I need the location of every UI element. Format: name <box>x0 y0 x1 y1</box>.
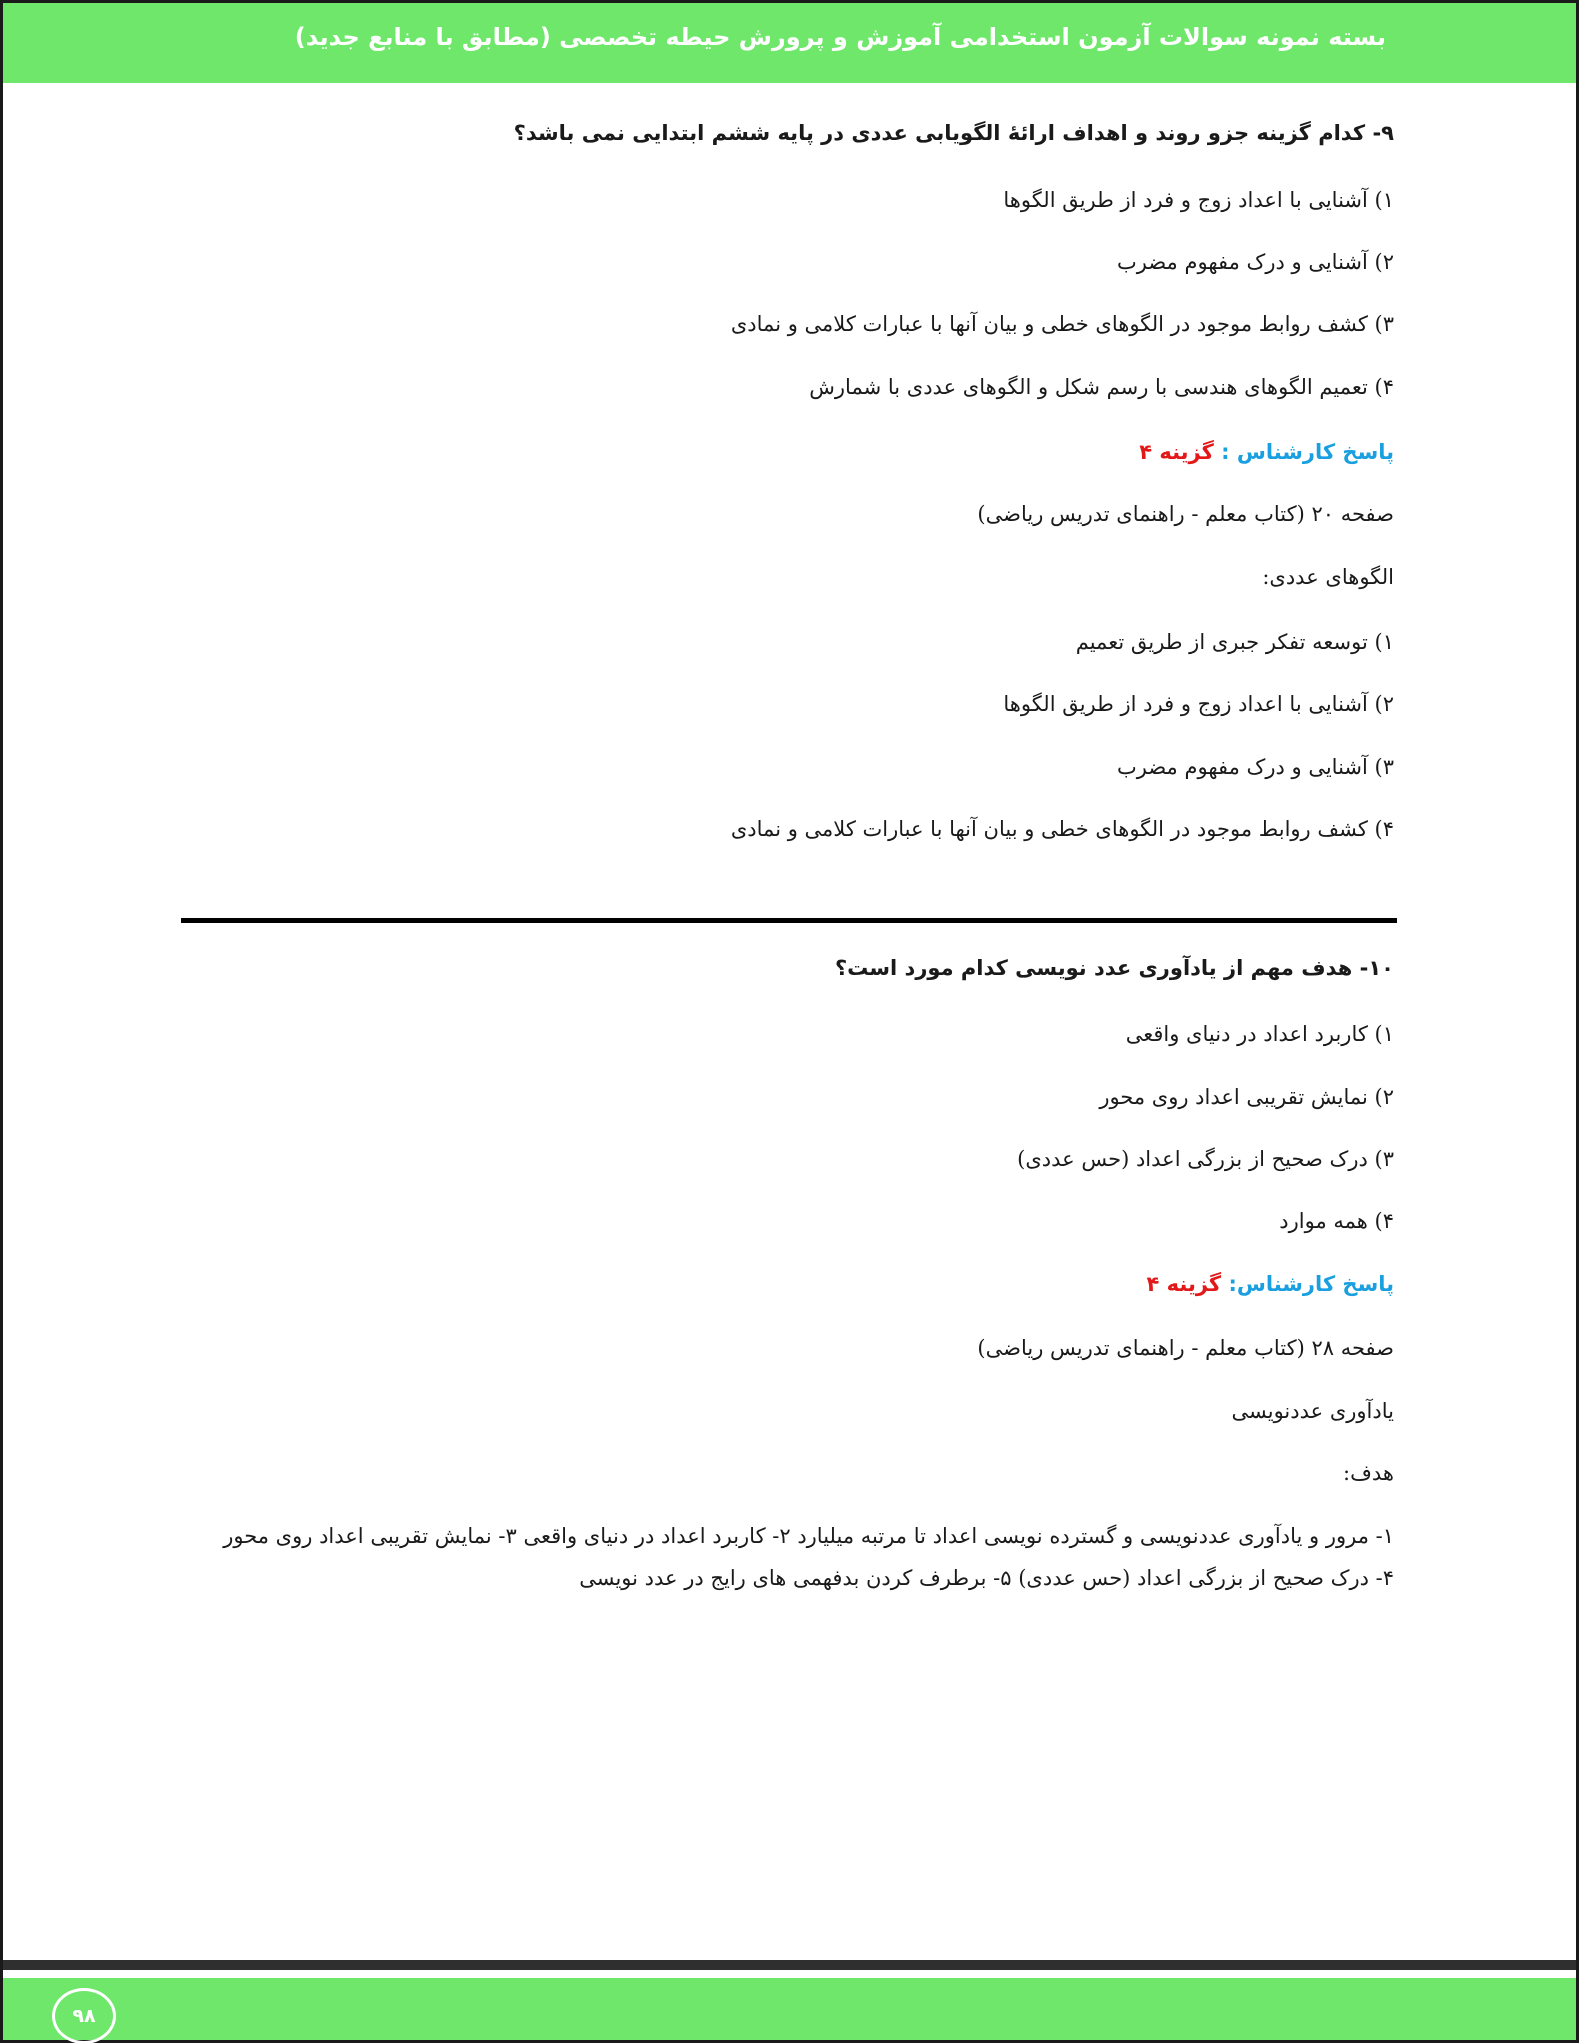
question-10-source: صفحه ۲۸ (کتاب معلم - راهنمای تدریس ریاضی) <box>977 1336 1394 1360</box>
answer-value: گزینه ۴ <box>1146 1272 1222 1296</box>
footer-band <box>3 1978 1576 2040</box>
question-10-goals-line-1: ۱- مرور و یادآوری عددنویسی و گسترده نویسی اعداد تا مرتبه میلیارد ۲- کاربرد اعداد در دنیای واقعی ۳- نمایش تقریبی اعداد روی محور <box>223 1524 1394 1548</box>
header-band <box>3 3 1576 83</box>
answer-value: گزینه ۴ <box>1139 440 1214 464</box>
page-number: ۹۸ <box>52 1988 116 2044</box>
question-10-option-3: ۳) درک صحیح از بزرگی اعداد (حس عددی) <box>1017 1147 1394 1171</box>
question-10-goal-label: هدف: <box>1343 1461 1394 1485</box>
footer-rule <box>3 1960 1576 1970</box>
question-9-option-3: ۳) کشف روابط موجود در الگوهای خطی و بیان آنها با عبارات کلامی و نمادی <box>730 312 1394 336</box>
question-9-block <box>164 118 1394 148</box>
question-10-subtitle: یادآوری عددنویسی <box>1231 1399 1394 1423</box>
question-9-note-2: ۲) آشنایی با اعداد زوج و فرد از طریق الگوها <box>1003 692 1394 716</box>
question-9-option-1: ۱) آشنایی با اعداد زوج و فرد از طریق الگوها <box>1003 188 1394 212</box>
question-10-goals-line-2: ۴- درک صحیح از بزرگی اعداد (حس عددی) ۵- برطرف کردن بدفهمی های رایج در عدد نویسی <box>579 1566 1394 1590</box>
question-9-note-3: ۳) آشنایی و درک مفهوم مضرب <box>1116 755 1394 779</box>
question-9-source: صفحه ۲۰ (کتاب معلم - راهنمای تدریس ریاضی) <box>977 502 1394 526</box>
question-9-subtitle: الگوهای عددی: <box>1262 565 1394 589</box>
question-10-text: ۱۰- هدف مهم از یادآوری عدد نویسی کدام مورد است؟ <box>834 956 1394 980</box>
question-9-option-2: ۲) آشنایی و درک مفهوم مضرب <box>1116 250 1394 274</box>
question-9-note-4: ۴) کشف روابط موجود در الگوهای خطی و بیان آنها با عبارات کلامی و نمادی <box>730 817 1394 841</box>
question-9-text: ۹- کدام گزینه جزو روند و اهداف ارائۀ الگویابی عددی در پایه ششم ابتدایی نمی باشد؟ <box>513 121 1394 145</box>
question-10-option-1: ۱) کاربرد اعداد در دنیای واقعی <box>1125 1022 1394 1046</box>
question-10-answer <box>164 1269 1394 1299</box>
section-divider <box>181 918 1397 923</box>
question-10-option-2: ۲) نمایش تقریبی اعداد روی محور <box>1099 1085 1394 1109</box>
header-title: بسته نمونه سوالات آزمون استخدامی آموزش و پرورش حیطه تخصصی (مطابق با منابع جدید) <box>294 23 1386 51</box>
question-10-option-4: ۴) همه موارد <box>1279 1209 1394 1233</box>
answer-label: پاسخ کارشناس : <box>1213 440 1394 464</box>
question-9-note-1: ۱) توسعه تفکر جبری از طریق تعمیم <box>1075 630 1394 654</box>
question-9-option-4: ۴) تعمیم الگوهای هندسی با رسم شکل و الگوهای عددی با شمارش <box>809 375 1394 399</box>
question-9-answer <box>164 437 1394 467</box>
answer-label: پاسخ کارشناس: <box>1221 1272 1394 1296</box>
